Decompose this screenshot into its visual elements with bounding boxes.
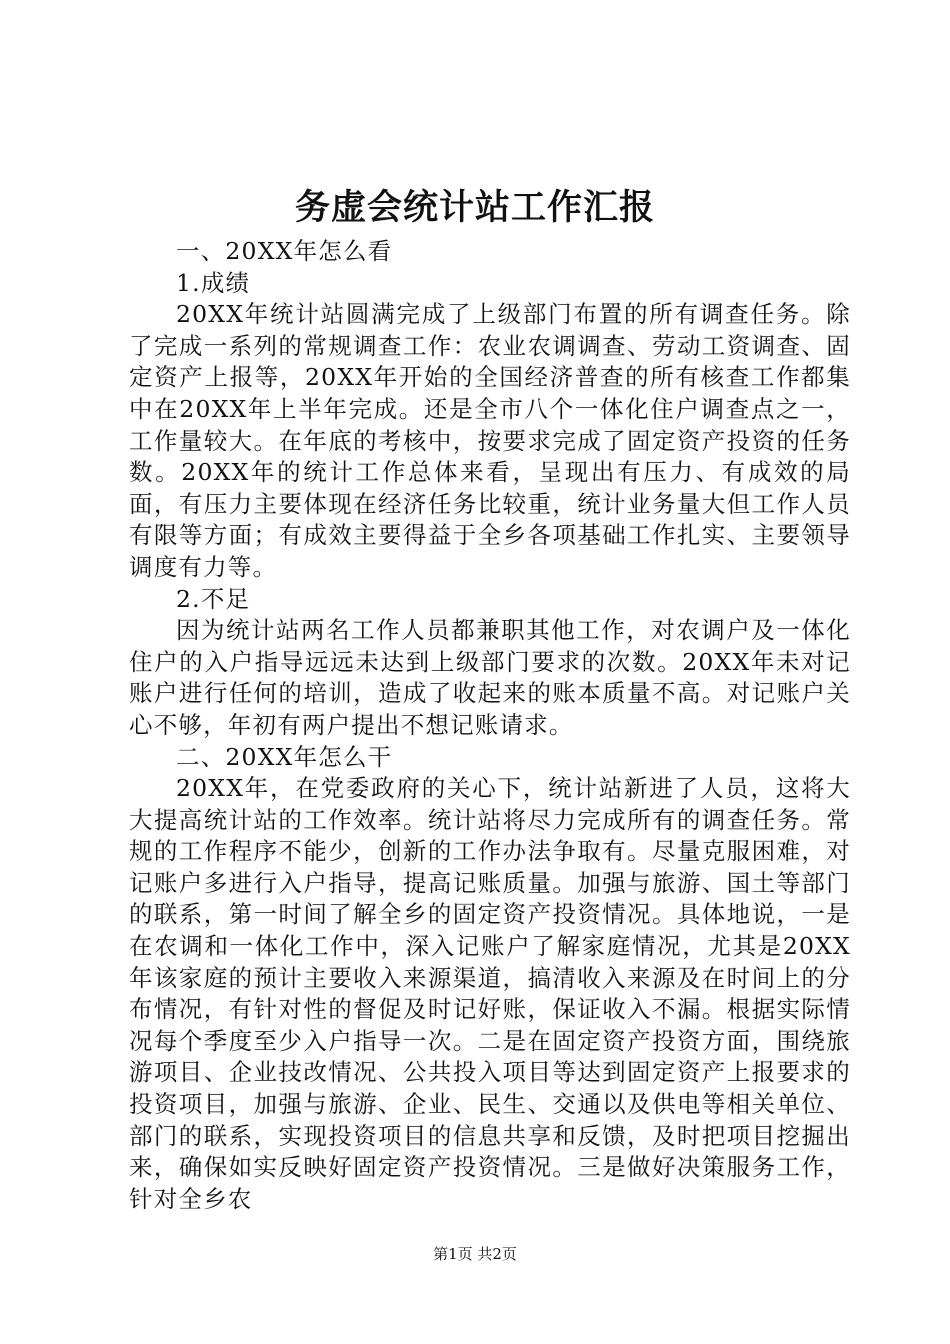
section-heading-2: 二、20XX年怎么干: [176, 742, 393, 771]
subheading-achievements: 1.成绩: [176, 268, 251, 297]
paragraph-plan: 20XX年，在党委政府的关心下，统计站新进了人员，这将大大提高统计站的工作效率。统计站将尽力完成所有的调查任务。常规的工作程序不能少，创新的工作办法争取有。尽量克服困难，对记账户多进行入户指导，提高记账质量。加强与旅游、国土等部门的联系，第一时间了解全乡的固定资产投资情况。具体地说，一是在农调和一体化工作中，深入记账户了解家庭情况，尤其是20XX年该家庭的预计主要收入来源渠道，搞清收入来源及在时间上的分布情况，有针对性的督促及时记好账，保证收入不漏。根据实际情况每个季度至少入户指导一次。二是在固定资产投资方面，围绕旅游项目、企业技改情况、公共投入项目等达到固定资产上报要求的投资项目，加强与旅游、企业、民生、交通以及供电等相关单位、部门的联系，实现投资项目的信息共享和反馈，及时把项目挖掘出来，确保如实反映好固定资产投资情况。三是做好决策服务工作，针对全乡农: [129, 774, 851, 1213]
paragraph-achievements: 20XX年统计站圆满完成了上级部门布置的所有调查任务。除了完成一系列的常规调查工作：农业农调调查、劳动工资调查、固定资产上报等，20XX年开始的全国经济普查的所有核查工作都集中在20XX年上半年完成。还是全市八个一体化住户调查点之一，工作量较大。在年底的考核中，按要求完成了固定资产投资的任务数。20XX年的统计工作总体来看，呈现出有压力、有成效的局面，有压力主要体现在经济任务比较重，统计业务量大但工作人员有限等方面；有成效主要得益于全乡各项基础工作扎实、主要领导调度有力等。: [129, 300, 851, 581]
page-number: 第1页 共2页: [433, 1245, 517, 1263]
section-heading-1: 一、20XX年怎么看: [176, 237, 393, 265]
paragraph-shortcomings: 因为统计站两名工作人员都兼职其他工作，对农调户及一体化住户的入户指导远远未达到上级部门要求的次数。20XX年未对记账户进行任何的培训，造成了收起来的账本质量不高。对记账户关心不够，年初有两户提出不想记账请求。: [129, 616, 851, 739]
subheading-shortcomings: 2.不足: [176, 584, 251, 613]
document-title: 务虚会统计站工作汇报: [294, 187, 655, 228]
document-body: [129, 236, 851, 1215]
